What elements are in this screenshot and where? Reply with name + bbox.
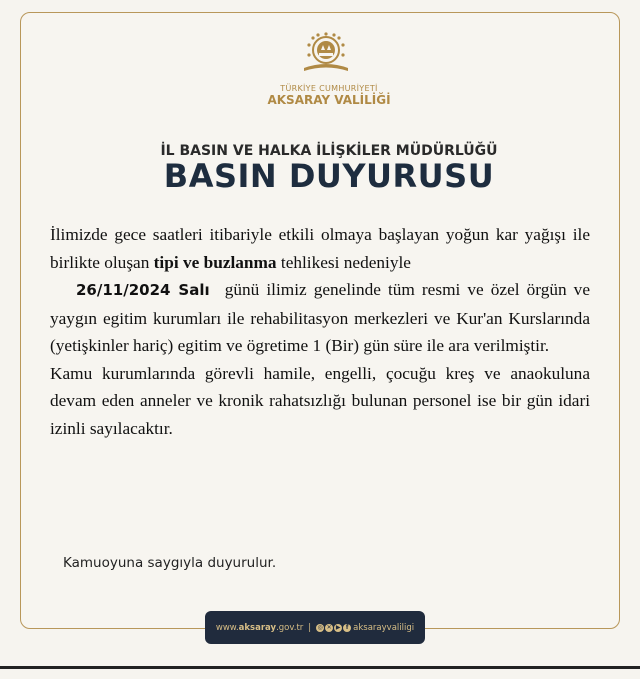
department-heading: İL BASIN VE HALKA İLİŞKİLER MÜDÜRLÜĞÜ bbox=[160, 143, 498, 159]
website-domain: aksaray bbox=[238, 622, 277, 633]
paragraph-1-text-b: tehlikesi nedeniyle bbox=[276, 252, 411, 272]
announcement-paragraph-2: Kamu kurumlarında görevli hamile, engelli, çocuğu kreş ve anaokuluna devam eden anneler ve kronik rahatsızlığı bulunan personel ise bir gün idari izinli sayılacaktır. bbox=[50, 363, 590, 438]
x-icon[interactable]: ✕ bbox=[326, 623, 332, 631]
website-prefix: www. bbox=[215, 622, 239, 633]
website-suffix: .gov.tr bbox=[276, 622, 304, 633]
instagram-icon[interactable]: ◎ bbox=[317, 623, 323, 631]
paragraph-1-text-a: İlimizde gece saatleri itibariyle etkili olmaya başlayan yoğun kar yağışı ile birlikte oluşan bbox=[50, 225, 590, 272]
closing-line: Kamuoyuna saygıyla duyurulur. bbox=[63, 555, 277, 571]
bottom-divider bbox=[0, 666, 640, 669]
announcement-body bbox=[50, 221, 590, 442]
social-icons bbox=[316, 624, 351, 632]
paragraph-1-text-c: günü ilimiz genelinde tüm resmi ve özel örgün ve yaygın egitim kurumları ile rehabilitasyon merkezleri ve Kur'an Kurslarında (yetişkinler hariç) egitim ve ögretime 1 (Bir) gün süre ile ara verilmiştir. bbox=[50, 280, 590, 355]
announcement-date: 26/11/2024 Salı bbox=[76, 281, 210, 299]
social-handle[interactable]: aksarayvaliligi bbox=[353, 622, 415, 633]
website-link[interactable] bbox=[216, 623, 303, 633]
hazard-emphasis: tipi ve buzlanma bbox=[153, 252, 277, 272]
facebook-icon[interactable]: f bbox=[343, 624, 351, 632]
org-name-line1: TÜRKİYE CUMHURİYETİ bbox=[280, 84, 378, 93]
youtube-icon[interactable]: ▶ bbox=[335, 623, 341, 631]
footer-bar bbox=[205, 611, 425, 644]
aksaray-governorship-logo-icon bbox=[296, 30, 356, 80]
org-name-line2: AKSARAY VALİLİĞİ bbox=[267, 93, 391, 107]
page-title: BASIN DUYURUSU bbox=[163, 157, 495, 195]
announcement-paragraph-1 bbox=[50, 221, 590, 360]
footer-separator: | bbox=[308, 622, 312, 633]
